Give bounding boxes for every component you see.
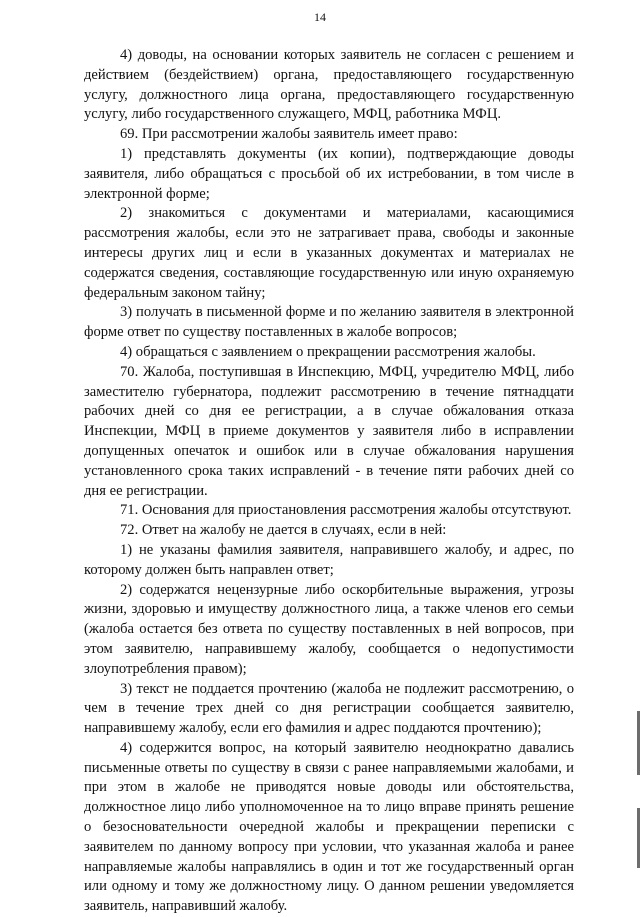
- paragraph-71-no-suspension: 71. Основания для приостановления рассмотрения жалобы отсутствуют.: [120, 502, 572, 519]
- paragraph-72-4-repeated-question: 4) содержится вопрос, на который заявителю неоднократно давались письменные ответы по существу в связи с ранее направляемыми жалобами, и при этом в жалобе не приводятся новые доводы или обстоятельства, должностное лицо либо уполномоченное на то лицо вправе принять решение о безосновательности очередной жалобы и прекращении переписки с заявителем по данному вопросу при условии, что указанная жалоба и ранее направляемые жалобы направлялись в один и тот же государственный орган или одному и тому же должностному лицу. О данном решении уведомляется заявитель, направивший жалобу.: [84, 739, 574, 915]
- paragraph-72-1-no-name-address: 1) не указаны фамилия заявителя, направившего жалобу, и адрес, по которому должен быть направлен ответ;: [84, 541, 574, 578]
- paragraph-72-no-answer-cases: 72. Ответ на жалобу не дается в случаях, если в ней:: [120, 522, 447, 539]
- paragraph-70-review-period: 70. Жалоба, поступившая в Инспекцию, МФЦ, учредителю МФЦ, либо заместителю губернатора, подлежит рассмотрению в течение пятнадцати рабочих дней со дня ее регистрации, а в случае обжалования отказа Инспекции, МФЦ в приеме документов у заявителя либо в исправлении допущенных опечаток и ошибок или в случае обжалования нарушения установленного срока таких исправлений - в течение пяти рабочих дней со дня ее регистрации.: [84, 363, 574, 499]
- paragraph-69-4-withdraw-complaint: 4) обращаться с заявлением о прекращении рассмотрения жалобы.: [120, 343, 536, 360]
- paragraph-69-1-submit-documents: 1) представлять документы (их копии), подтверждающие доводы заявителя, либо обращаться с просьбой об их истребовании, в том числе в электронной форме;: [84, 145, 574, 202]
- paragraph-69-2-review-materials: 2) знакомиться с документами и материалами, касающимися рассмотрения жалобы, если это не затрагивает права, свободы и законные интересы других лиц и если в указанных документах и материалах не содержатся сведения, составляющие государственную или иную охраняемую федеральным законом тайну;: [84, 205, 574, 301]
- page-number: 14: [314, 10, 326, 24]
- paragraph-72-2-offensive-language: 2) содержатся нецензурные либо оскорбительные выражения, угрозы жизни, здоровью и имуществу должностного лица, а также членов его семьи (жалоба остается без ответа по существу поставленных в ней вопросов, при этом заявителю, направившему жалобу, сообщается о недопустимости злоупотребления правом);: [84, 581, 574, 677]
- paragraph-69-3-receive-answer: 3) получать в письменной форме и по желанию заявителя в электронной форме ответ по существу поставленных в жалобе вопросов;: [84, 304, 574, 341]
- paragraph-72-3-unreadable-text: 3) текст не поддается прочтению (жалоба не подлежит рассмотрению, о чем в течение трех дней со дня регистрации сообщается заявителю, направившему жалобу, если его фамилия и адрес поддаются прочтению);: [84, 680, 574, 737]
- paragraph-item-4-arguments: 4) доводы, на основании которых заявитель не согласен с решением и действием (бездействием) органа, предоставляющего государственную услугу, должностного лица органа, предоставляющего государственную услугу, либо государственного служащего, МФЦ, работника МФЦ.: [84, 47, 574, 123]
- paragraph-69-rights-heading: 69. При рассмотрении жалобы заявитель имеет право:: [120, 126, 458, 143]
- document-body: [84, 46, 574, 917]
